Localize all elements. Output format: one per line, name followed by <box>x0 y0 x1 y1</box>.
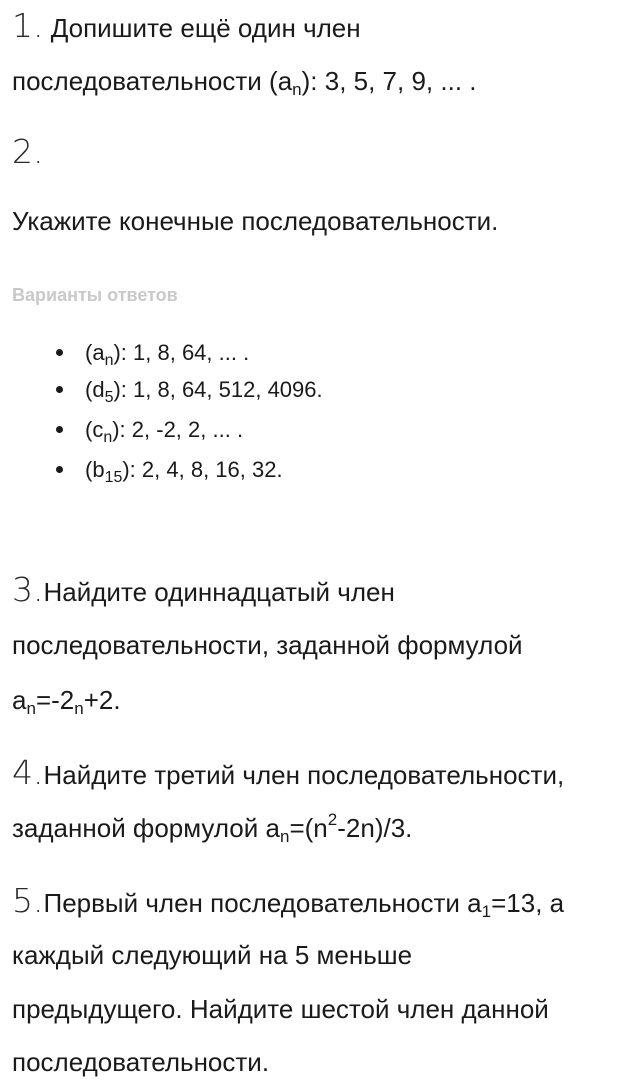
option-subscript: 5 <box>104 389 114 406</box>
bullet-icon <box>56 466 63 473</box>
option-post: ): 2, 4, 8, 16, 32. <box>122 457 283 482</box>
answer-option-text <box>85 336 249 370</box>
q4-text-2c: -2n)/3. <box>337 813 413 843</box>
q3-line-2: последовательности, заданной формулой <box>12 630 523 660</box>
q3-formula-b: =-2 <box>35 685 75 715</box>
q3-formula-sub1: n <box>26 699 36 718</box>
q5-line-2: каждый следующий на 5 меньше <box>12 940 413 970</box>
q3-formula-a: a <box>12 685 27 715</box>
q2-line-number <box>12 132 44 171</box>
q5-subscript: 1 <box>481 902 492 921</box>
option-pre: (c <box>85 417 104 442</box>
q4-text-1: Найдите третий член последовательности, <box>43 760 565 790</box>
answer-options-hint: Варианты ответов <box>12 285 178 305</box>
q1-line-2 <box>12 64 477 98</box>
option-subscript: n <box>103 429 113 446</box>
bullet-icon <box>56 426 63 433</box>
option-subscript: n <box>104 352 114 369</box>
q5-line-4: последовательности. <box>12 1047 270 1077</box>
option-pre: (d <box>85 377 105 402</box>
answer-option-text <box>85 373 323 407</box>
q1-subscript: n <box>292 80 302 99</box>
q4-text-2b: =(n <box>289 813 328 843</box>
q4-text-2a: заданной формулой a <box>12 813 280 843</box>
q1-text-2a: последовательности (a <box>12 66 293 96</box>
option-post: ): 1, 8, 64, ... . <box>113 340 250 365</box>
q3-formula-sub2: n <box>74 699 84 718</box>
q5-number: 5. <box>12 881 44 920</box>
answer-option-text <box>85 413 243 447</box>
q3-number: 3. <box>12 570 44 609</box>
q3-line-1 <box>12 570 395 609</box>
option-subscript: 15 <box>104 469 123 486</box>
q1-text-2b: ): 3, 5, 7, 9, ... . <box>301 66 477 96</box>
option-pre: (a <box>85 340 105 365</box>
q1-number: 1. <box>12 6 44 45</box>
q1-text-1: Допишите ещё один член <box>43 13 361 43</box>
bullet-icon <box>56 349 63 356</box>
q2-prompt: Укажите конечные последовательности. <box>12 206 499 236</box>
q1-line-1 <box>12 6 361 45</box>
q4-line-2 <box>12 811 412 845</box>
q3-formula-c: +2. <box>83 685 121 715</box>
q3-text-1: Найдите одиннадцатый член <box>43 577 395 607</box>
bullet-icon <box>56 386 63 393</box>
q2-number: 2. <box>12 132 44 171</box>
q5-text-1a: Первый член последовательности a <box>43 888 482 918</box>
option-post: ): 1, 8, 64, 512, 4096. <box>113 377 323 402</box>
option-pre: (b <box>85 457 105 482</box>
q5-line-1 <box>12 881 565 921</box>
q4-number: 4. <box>12 753 44 792</box>
q4-line-1 <box>12 753 565 792</box>
q5-line-3: предыдущего. Найдите шестой член данной <box>12 994 549 1024</box>
q5-text-1b: =13, а <box>491 888 565 918</box>
q4-superscript: 2 <box>327 810 338 829</box>
q3-formula <box>12 683 121 717</box>
q4-subscript: n <box>279 827 290 846</box>
answer-option-text <box>85 453 283 487</box>
option-post: ): 2, -2, 2, ... . <box>112 417 244 442</box>
